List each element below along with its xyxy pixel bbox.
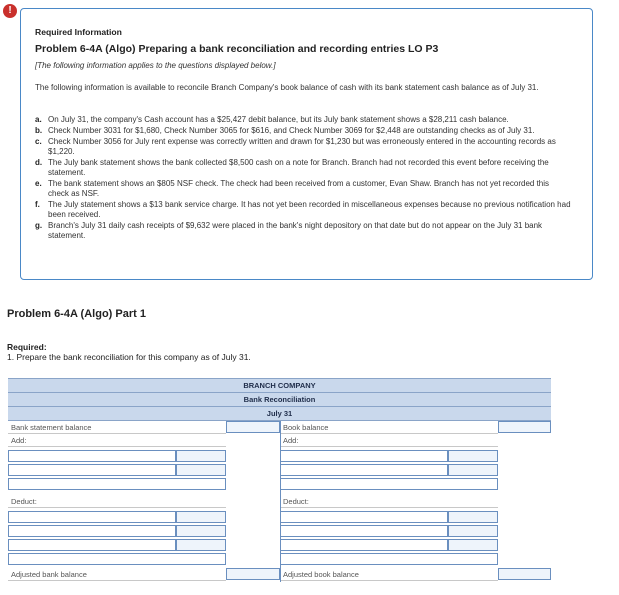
bank-deduct-amount-input[interactable] bbox=[176, 525, 226, 537]
book-deduct-total-input[interactable] bbox=[280, 553, 498, 565]
bank-add-desc-input[interactable] bbox=[8, 464, 176, 476]
bank-deduct-desc-input[interactable] bbox=[8, 511, 176, 523]
bank-deduct-total-input[interactable] bbox=[8, 553, 226, 565]
bank-reconciliation-form bbox=[8, 378, 551, 582]
book-add-desc-input[interactable] bbox=[280, 464, 448, 476]
required-label: Required: bbox=[7, 342, 47, 352]
bank-deduct-desc-input[interactable] bbox=[8, 525, 176, 537]
company-name: BRANCH COMPANY bbox=[8, 378, 551, 392]
bank-add-total-input[interactable] bbox=[8, 478, 226, 490]
column-divider bbox=[280, 421, 281, 582]
book-deduct-amount-input[interactable] bbox=[448, 525, 498, 537]
part-title: Problem 6-4A (Algo) Part 1 bbox=[7, 308, 146, 320]
book-add-label: Add: bbox=[280, 435, 498, 447]
book-add-desc-input[interactable] bbox=[280, 450, 448, 462]
follow-note: [The following information applies to the questions displayed below.] bbox=[35, 61, 276, 70]
bank-deduct-desc-input[interactable] bbox=[8, 539, 176, 551]
adjusted-book-balance-label: Adjusted book balance bbox=[280, 569, 498, 581]
book-add-total-input[interactable] bbox=[280, 478, 498, 490]
book-balance-label: Book balance bbox=[280, 422, 498, 434]
bank-statement-balance-label: Bank statement balance bbox=[8, 422, 226, 434]
adjusted-bank-balance-label: Adjusted bank balance bbox=[8, 569, 226, 581]
bank-statement-balance-input[interactable] bbox=[226, 421, 280, 433]
book-deduct-desc-input[interactable] bbox=[280, 525, 448, 537]
adjusted-book-balance-input[interactable] bbox=[498, 568, 551, 580]
required-information-heading: Required Information bbox=[35, 27, 122, 37]
required-text: 1. Prepare the bank reconciliation for this company as of July 31. bbox=[7, 352, 251, 362]
info-panel bbox=[20, 8, 593, 280]
fact-item: d. The July bank statement shows the bank collected $8,500 cash on a note for Branch. Branch had not recorded this event before receiving the statement. bbox=[35, 158, 549, 177]
book-deduct-amount-input[interactable] bbox=[448, 511, 498, 523]
bank-add-amount-input[interactable] bbox=[176, 450, 226, 462]
book-add-amount-input[interactable] bbox=[448, 464, 498, 476]
bank-deduct-amount-input[interactable] bbox=[176, 511, 226, 523]
adjusted-bank-balance-input[interactable] bbox=[226, 568, 280, 580]
book-deduct-desc-input[interactable] bbox=[280, 539, 448, 551]
book-deduct-desc-input[interactable] bbox=[280, 511, 448, 523]
bank-add-label: Add: bbox=[8, 435, 226, 447]
facts-list bbox=[35, 115, 571, 242]
fact-item: a. On July 31, the company's Cash account has a $25,427 debit balance, but its July bank statement shows a $28,211 cash balance. bbox=[35, 115, 509, 124]
bank-deduct-label: Deduct: bbox=[8, 496, 226, 508]
intro-text: The following information is available to reconcile Branch Company's book balance of cash with its bank statement cash balance as of July 31. bbox=[35, 83, 539, 92]
fact-item: f. The July statement shows a $13 bank service charge. It has not yet been recorded in miscellaneous expenses because no previous notification had been received. bbox=[35, 200, 571, 219]
bank-deduct-amount-input[interactable] bbox=[176, 539, 226, 551]
book-balance-input[interactable] bbox=[498, 421, 551, 433]
book-deduct-amount-input[interactable] bbox=[448, 539, 498, 551]
fact-item: e. The bank statement shows an $805 NSF check. The check had been received from a customer, Evan Shaw. Branch has not yet recorded this check as NSF. bbox=[35, 179, 550, 198]
fact-item: g. Branch's July 31 daily cash receipts of $9,632 were placed in the bank's night depository on that date but do not appear on the July 31 bank statement. bbox=[35, 221, 543, 240]
bank-add-amount-input[interactable] bbox=[176, 464, 226, 476]
fact-item: c. Check Number 3056 for July rent expense was correctly written and drawn for $1,230 but was erroneously entered in the accounting records as $1,220. bbox=[35, 137, 556, 156]
book-deduct-label: Deduct: bbox=[280, 496, 498, 508]
form-title: Bank Reconciliation bbox=[8, 392, 551, 406]
form-date: July 31 bbox=[8, 406, 551, 421]
problem-title: Problem 6-4A (Algo) Preparing a bank reconciliation and recording entries LO P3 bbox=[35, 43, 439, 55]
book-add-amount-input[interactable] bbox=[448, 450, 498, 462]
fact-item: b. Check Number 3031 for $1,680, Check Number 3065 for $616, and Check Number 3069 for $2,448 are outstanding checks as of July 31. bbox=[35, 126, 535, 135]
bank-add-desc-input[interactable] bbox=[8, 450, 176, 462]
alert-icon: ! bbox=[3, 4, 17, 18]
